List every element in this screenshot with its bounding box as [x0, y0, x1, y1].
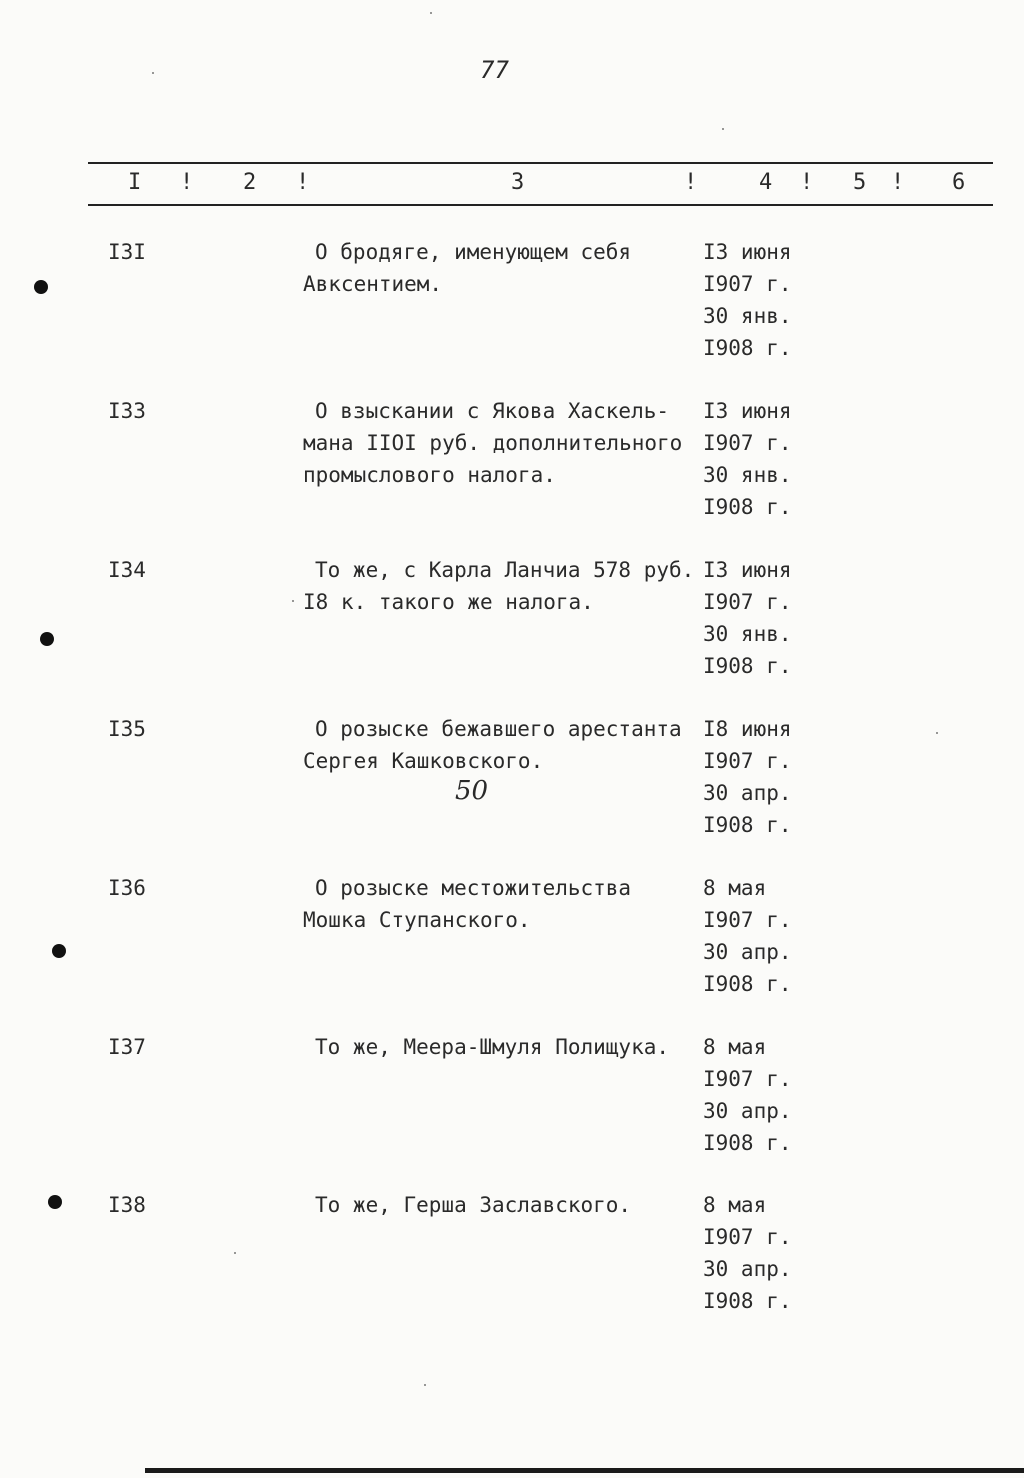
case-number: I35 [108, 717, 146, 741]
case-number: I36 [108, 876, 146, 900]
scan-speck [292, 600, 294, 602]
table-top-rule [88, 162, 993, 164]
punch-hole [48, 1195, 62, 1209]
header-separator: ! [891, 170, 905, 195]
case-dates: I3 июня I907 г. 30 янв. I908 г. [703, 558, 792, 678]
punch-hole [52, 944, 66, 958]
table-header-rule [88, 204, 993, 206]
header-col-6: 6 [952, 170, 966, 195]
case-dates: I3 июня I907 г. 30 янв. I908 г. [703, 240, 792, 360]
case-number: I33 [108, 399, 146, 423]
header-separator: ! [684, 170, 698, 195]
header-col-1: I [128, 170, 142, 195]
case-dates: 8 мая I907 г. 30 апр. I908 г. [703, 1193, 792, 1313]
case-number: I34 [108, 558, 146, 582]
scan-speck [234, 1252, 236, 1254]
punch-hole [34, 280, 48, 294]
case-number: I3I [108, 240, 146, 264]
case-description: О бродяге, именующем себя Авксентием. [303, 240, 632, 296]
case-description: То же, Меера-Шмуля Полищука. [315, 1035, 670, 1059]
case-description: О взыскании с Якова Хаскель- мана IIOI руб. дополнительного промыслового налога. [303, 399, 683, 487]
case-description: То же, Герша Заславского. [315, 1193, 632, 1217]
header-col-4: 4 [759, 170, 773, 195]
case-dates: I3 июня I907 г. 30 янв. I908 г. [703, 399, 792, 519]
case-description: О розыске местожительства Мошка Ступанского. [303, 876, 632, 932]
header-separator: ! [180, 170, 194, 195]
case-number: I38 [108, 1193, 146, 1217]
scan-speck [722, 128, 724, 130]
punch-hole [40, 632, 54, 646]
case-dates: 8 мая I907 г. 30 апр. I908 г. [703, 1035, 792, 1155]
header-col-5: 5 [853, 170, 867, 195]
case-dates: I8 июня I907 г. 30 апр. I908 г. [703, 717, 792, 837]
header-separator: ! [296, 170, 310, 195]
header-col-3: 3 [511, 170, 525, 195]
case-dates: 8 мая I907 г. 30 апр. I908 г. [703, 876, 792, 996]
case-number: I37 [108, 1035, 146, 1059]
case-description: То же, с Карла Ланчиа 578 руб. I8 к. такого же налога. [303, 558, 695, 614]
page-number: 77 [480, 56, 509, 84]
page-bottom-edge [145, 1468, 1024, 1473]
scan-speck [936, 732, 938, 734]
case-description: О розыске бежавшего арестанта Сергея Кашковского. [303, 717, 682, 773]
header-separator: ! [800, 170, 814, 195]
scan-speck [430, 12, 432, 14]
scan-speck [424, 1384, 426, 1386]
header-col-2: 2 [243, 170, 257, 195]
handwritten-note: 50 [455, 776, 489, 806]
scan-speck [152, 72, 154, 74]
